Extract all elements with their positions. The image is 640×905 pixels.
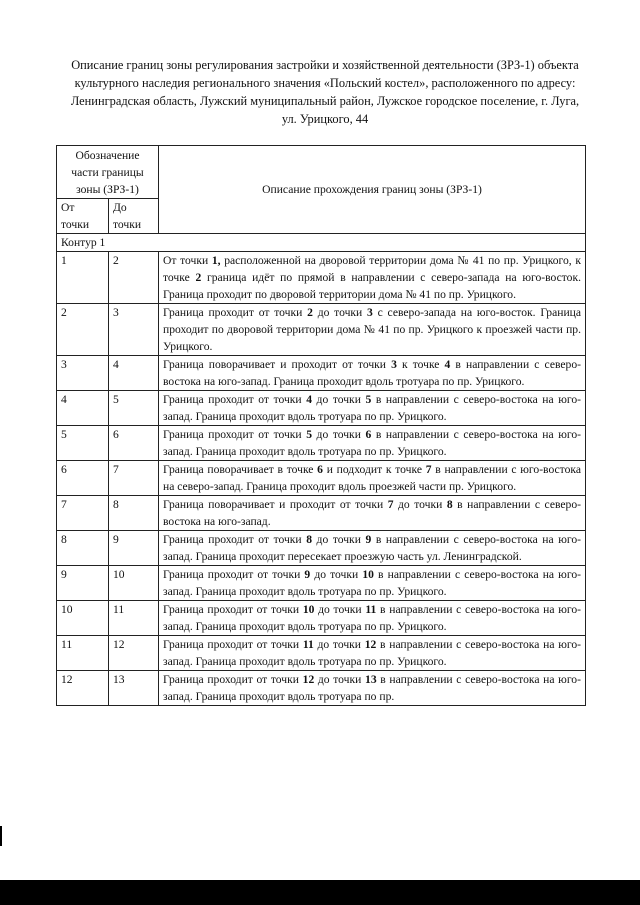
boundary-description: Граница поворачивает в точке 6 и подходит к точке 7 в направлении с юго-востока на северо-запад. Граница проходит вдоль проезжей части пр. Урицкого. bbox=[159, 461, 586, 496]
header-part-line: Обозначение bbox=[75, 148, 140, 162]
to-point: 7 bbox=[109, 461, 159, 496]
boundary-description: Граница проходит от точки 4 до точки 5 в направлении с северо-востока на юго-запад. Граница проходит вдоль тротуара по пр. Урицкого. bbox=[159, 391, 586, 426]
to-point: 3 bbox=[109, 304, 159, 356]
from-point: 6 bbox=[57, 461, 109, 496]
to-point: 11 bbox=[109, 601, 159, 636]
title-line: Описание границ зоны регулирования застройки и хозяйственной деятельности (ЗРЗ-1) объекта bbox=[71, 58, 579, 72]
boundary-description: Граница поворачивает и проходит от точки 7 до точки 8 в направлении с северо-востока на юго-запад. bbox=[159, 496, 586, 531]
from-point: 11 bbox=[57, 636, 109, 671]
header-from-line: От bbox=[61, 201, 75, 214]
scan-mark bbox=[0, 826, 2, 846]
from-point: 7 bbox=[57, 496, 109, 531]
header-part-line: части границы bbox=[71, 165, 144, 179]
header-part bbox=[57, 146, 159, 199]
table-row bbox=[57, 461, 586, 496]
table-row bbox=[57, 671, 586, 706]
from-point: 4 bbox=[57, 391, 109, 426]
to-point: 10 bbox=[109, 566, 159, 601]
title-line: культурного наследия регионального значения «Польский костел», расположенного по адресу: bbox=[74, 76, 576, 90]
to-point: 8 bbox=[109, 496, 159, 531]
table-row bbox=[57, 531, 586, 566]
header-to-line: точки bbox=[113, 218, 142, 231]
to-point: 13 bbox=[109, 671, 159, 706]
from-point: 2 bbox=[57, 304, 109, 356]
from-point: 8 bbox=[57, 531, 109, 566]
table-row bbox=[57, 304, 586, 356]
to-point: 4 bbox=[109, 356, 159, 391]
boundary-description: Граница проходит от точки 9 до точки 10 в направлении с северо-востока на юго-запад. Граница проходит вдоль тротуара по пр. Урицкого. bbox=[159, 566, 586, 601]
header-row bbox=[57, 146, 586, 199]
from-point: 5 bbox=[57, 426, 109, 461]
boundary-description: Граница проходит от точки 12 до точки 13 в направлении с северо-востока на юго-запад. Граница проходит вдоль тротуара по пр. bbox=[159, 671, 586, 706]
title-line: ул. Урицкого, 44 bbox=[281, 112, 369, 126]
table-row bbox=[57, 601, 586, 636]
boundary-description: Граница проходит от точки 5 до точки 6 в направлении с северо-востока на юго-запад. Граница проходит вдоль тротуара по пр. Урицкого. bbox=[159, 426, 586, 461]
to-point: 12 bbox=[109, 636, 159, 671]
table-row bbox=[57, 636, 586, 671]
from-point: 12 bbox=[57, 671, 109, 706]
boundary-description: От точки 1, расположенной на дворовой территории дома № 41 по пр. Урицкого, к точке 2 граница идёт по прямой в направлении с северо-запада на юго-восток. Граница проходит по дворовой территории дома № 41 по пр. Урицкого. bbox=[159, 252, 586, 304]
header-from bbox=[57, 199, 109, 234]
header-from-line: точки bbox=[61, 218, 90, 231]
header-to-line: До bbox=[113, 201, 127, 214]
to-point: 2 bbox=[109, 252, 159, 304]
boundary-description: Граница проходит от точки 10 до точки 11 в направлении с северо-востока на юго-запад. Граница проходит вдоль тротуара по пр. Урицкого. bbox=[159, 601, 586, 636]
to-point: 5 bbox=[109, 391, 159, 426]
table-row bbox=[57, 566, 586, 601]
table-row bbox=[57, 426, 586, 461]
header-to bbox=[109, 199, 159, 234]
from-point: 9 bbox=[57, 566, 109, 601]
from-point: 10 bbox=[57, 601, 109, 636]
boundary-description: Граница проходит от точки 8 до точки 9 в направлении с северо-востока на юго-запад. Граница проходит пересекает проезжую часть ул. Ленинградской. bbox=[159, 531, 586, 566]
header-part-line: зоны (ЗРЗ-1) bbox=[76, 182, 139, 196]
boundary-table bbox=[56, 145, 586, 706]
table-row bbox=[57, 391, 586, 426]
contour-label: Контур 1 bbox=[57, 234, 586, 252]
table-row bbox=[57, 496, 586, 531]
to-point: 6 bbox=[109, 426, 159, 461]
from-point: 3 bbox=[57, 356, 109, 391]
to-point: 9 bbox=[109, 531, 159, 566]
document-title bbox=[60, 56, 590, 128]
boundary-description: Граница проходит от точки 2 до точки 3 с северо-запада на юго-восток. Граница проходит по дворовой территории дома № 41 по пр. Урицкого к проезжей части пр. Урицкого. bbox=[159, 304, 586, 356]
table-row bbox=[57, 356, 586, 391]
from-point: 1 bbox=[57, 252, 109, 304]
scan-border bbox=[0, 880, 640, 905]
boundary-description: Граница проходит от точки 11 до точки 12 в направлении с северо-востока на юго-запад. Граница проходит вдоль тротуара по пр. Урицкого. bbox=[159, 636, 586, 671]
boundary-description: Граница поворачивает и проходит от точки 3 к точке 4 в направлении с северо-востока на юго-запад. Граница проходит вдоль тротуара по пр. Урицкого. bbox=[159, 356, 586, 391]
table-row bbox=[57, 252, 586, 304]
title-line: Ленинградская область, Лужский муниципальный район, Лужское городское поселение, г. Луга, bbox=[70, 94, 580, 108]
header-desc: Описание прохождения границ зоны (ЗРЗ-1) bbox=[159, 146, 586, 234]
contour-row bbox=[57, 234, 586, 252]
